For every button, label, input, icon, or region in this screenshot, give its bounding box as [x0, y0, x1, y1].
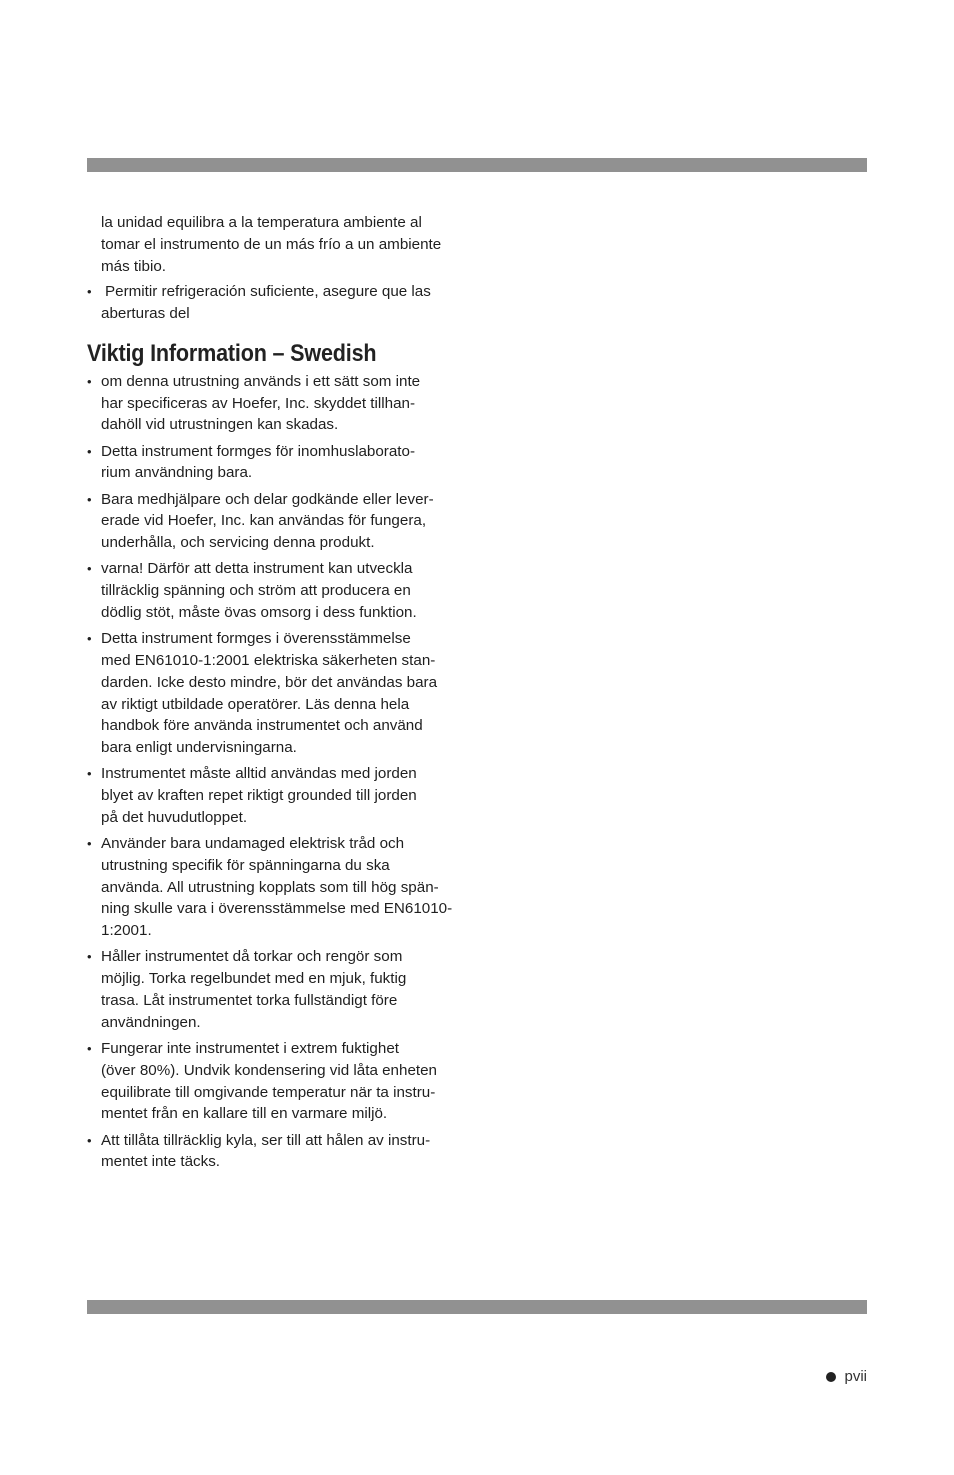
text-line: ning skulle vara i överensstämmelse med EN61010-: [101, 900, 453, 918]
top-rule: [87, 158, 867, 172]
text-line: erade vid Hoefer, Inc. kan användas för fungera,: [101, 512, 427, 530]
text-line: dahöll vid utrustningen kan skadas.: [101, 416, 339, 434]
bullet-icon: •: [87, 491, 92, 507]
bullet-icon: •: [87, 443, 92, 459]
bullet-icon: •: [87, 836, 92, 852]
text-column: [87, 212, 467, 1178]
text-line: utrustning specifik för spänningarna du ska: [101, 856, 390, 874]
text-line: på det huvudutloppet.: [101, 808, 248, 826]
bullet-icon: •: [87, 766, 92, 782]
text-line: varna! Därför att detta instrument kan utveckla: [101, 560, 413, 578]
text-line: Detta instrument formges för inomhuslaborato-: [101, 442, 416, 460]
list-item: [87, 1038, 467, 1125]
bullet-icon: •: [87, 561, 92, 577]
text-line: bara enligt undervisningarna.: [101, 739, 297, 757]
bullet-icon: •: [87, 631, 92, 647]
bullet-dot-icon: [826, 1372, 836, 1382]
text-line: mentet inte täcks.: [101, 1153, 221, 1171]
bullet-icon: •: [87, 284, 92, 300]
list-item: [87, 371, 467, 436]
text-line: mentet från en kallare till en varmare miljö.: [101, 1105, 388, 1123]
spanish-continuation: [101, 212, 467, 277]
text-line: darden. Icke desto mindre, bör det användas bara: [101, 673, 438, 691]
text-line: equilibrate till omgivande temperatur när ta instru-: [101, 1083, 436, 1101]
text-line: Detta instrument formges i överensstämmelse: [101, 630, 411, 648]
text-line: aberturas del: [101, 305, 190, 323]
list-item: [87, 558, 467, 623]
text-line: Instrumentet måste alltid användas med jorden: [101, 765, 417, 783]
list-item: [87, 946, 467, 1033]
text-line: användningen.: [101, 1013, 201, 1031]
text-line: 1:2001.: [101, 922, 152, 940]
text-line: (över 80%). Undvik kondensering vid låta enheten: [101, 1061, 438, 1079]
text-line: dödlig stöt, måste övas omsorg i dess funktion.: [101, 603, 417, 621]
text-line: tillräcklig spänning och ström att producera en: [101, 582, 411, 600]
bullet-icon: •: [87, 373, 92, 389]
text-line: använda. All utrustning kopplats som till hög spän-: [101, 878, 439, 896]
text-line: underhålla, och servicing denna produkt.: [101, 534, 375, 552]
list-item: [87, 628, 467, 759]
list-item: [87, 489, 467, 554]
text-line: Fungerar inte instrumentet i extrem fuktighet: [101, 1040, 399, 1058]
text-line: tomar el instrumento de un más frío a un ambiente: [101, 235, 442, 253]
text-line: Använder bara undamaged elektrisk tråd och: [101, 835, 405, 853]
list-item: [87, 1130, 467, 1174]
text-line: handbok före använda instrumentet och använd: [101, 717, 423, 735]
text-line: har specificeras av Hoefer, Inc. skyddet tillhan-: [101, 394, 416, 412]
text-line: trasa. Låt instrumentet torka fullständigt före: [101, 992, 398, 1010]
text-line: más tibio.: [101, 257, 166, 275]
list-item: [87, 441, 467, 485]
swedish-list: [87, 371, 467, 1173]
bullet-icon: •: [87, 949, 92, 965]
text-line: Permitir refrigeración suficiente, asegure que las: [105, 283, 431, 301]
bottom-rule: [87, 1300, 867, 1314]
section-heading: Viktig Information – Swedish: [87, 339, 377, 367]
text-line: Håller instrumentet då torkar och rengör som: [101, 948, 403, 966]
text-line: Att tillåta tillräcklig kyla, ser till att hålen av instru-: [101, 1131, 431, 1149]
list-item: [87, 833, 467, 942]
spanish-list-item: [87, 281, 467, 325]
bullet-icon: •: [87, 1132, 92, 1148]
page-footer: [826, 1368, 867, 1385]
bullet-icon: •: [87, 1041, 92, 1057]
text-line: la unidad equilibra a la temperatura ambiente al: [101, 214, 422, 231]
list-item: [87, 763, 467, 828]
page-number: pvii: [844, 1368, 867, 1385]
text-line: om denna utrustning används i ett sätt som inte: [101, 372, 421, 390]
text-line: med EN61010-1:2001 elektriska säkerheten stan-: [101, 651, 436, 669]
text-line: blyet av kraften repet riktigt grounded till jorden: [101, 787, 417, 805]
text-line: Bara medhjälpare och delar godkände eller lever-: [101, 490, 434, 508]
text-line: av riktigt utbildade operatörer. Läs denna hela: [101, 695, 410, 713]
text-line: rium användning bara.: [101, 464, 253, 482]
text-line: möjlig. Torka regelbundet med en mjuk, fuktig: [101, 970, 407, 988]
